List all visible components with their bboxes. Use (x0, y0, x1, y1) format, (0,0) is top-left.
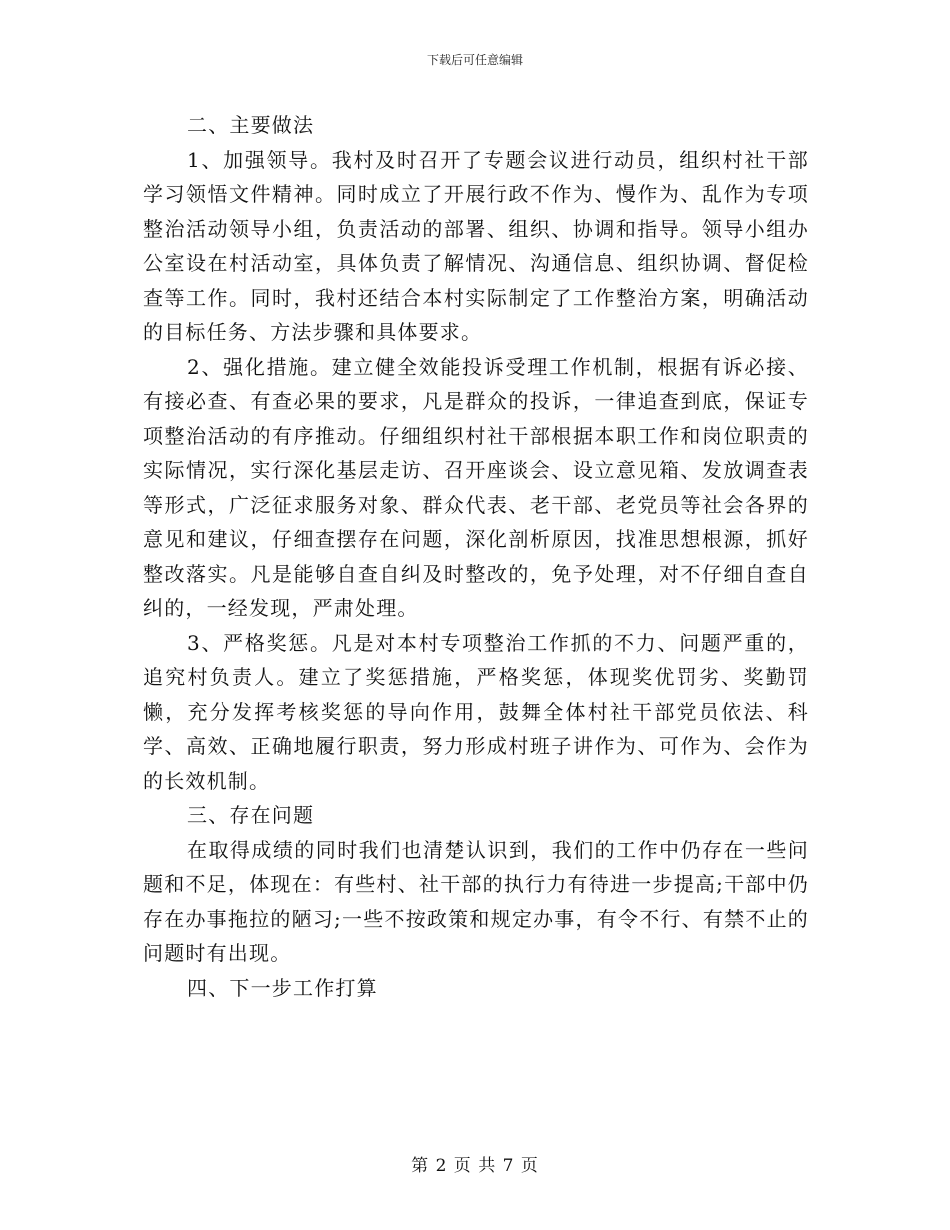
paragraph-strict-rewards-punishments: 3、严格奖惩。凡是对本村专项整治工作抓的不力、问题严重的，追究村负责人。建立了奖惩措施，严格奖惩，体现奖优罚劣、奖勤罚懒，充分发挥考核奖惩的导向作用，鼓舞全体村社干部党员依法、科学、高效、正确地履行职责，努力形成村班子讲作为、可作为、会作为的长效机制。 (143, 630, 809, 793)
section-heading-main-practices: 二、主要做法 (187, 113, 315, 137)
paragraph-problems: 在取得成绩的同时我们也清楚认识到，我们的工作中仍存在一些问题和不足，体现在：有些村、社干部的执行力有待进一步提高;干部中仍存在办事拖拉的陋习;一些不按政策和规定办事，有令不行、有禁不止的问题时有出现。 (143, 837, 809, 965)
section-heading-next-steps: 四、下一步工作打算 (187, 975, 378, 1000)
paragraph-strengthen-measures: 2、强化措施。建立健全效能投诉受理工作机制，根据有诉必接、有接必查、有查必果的要求，凡是群众的投诉，一律追查到底，保证专项整治活动的有序推动。仔细组织村社干部根据本职工作和岗位职责的实际情况，实行深化基层走访、召开座谈会、设立意见箱、发放调查表等形式，广泛征求服务对象、群众代表、老干部、老党员等社会各界的意见和建议，仔细查摆存在问题，深化剖析原因，找准思想根源，抓好整改落实。凡是能够自查自纠及时整改的，免予处理，对不仔细自查自纠的，一经发现，严肃处理。 (143, 354, 809, 620)
paragraph-strengthen-leadership: 1、加强领导。我村及时召开了专题会议进行动员，组织村社干部学习领悟文件精神。同时成立了开展行政不作为、慢作为、乱作为专项整治活动领导小组，负责活动的部署、组织、协调和指导。领导小组办公室设在村活动室，具体负责了解情况、沟通信息、组织协调、督促检查等工作。同时，我村还结合本村实际制定了工作整治方案，明确活动的目标任务、方法步骤和具体要求。 (143, 147, 809, 344)
page-number-footer: 第 2 页 共 7 页 (411, 1156, 539, 1176)
document-body (143, 108, 809, 1005)
page-header: 下载后可任意编辑 (426, 53, 523, 67)
section-heading-existing-problems: 三、存在问题 (187, 803, 315, 827)
